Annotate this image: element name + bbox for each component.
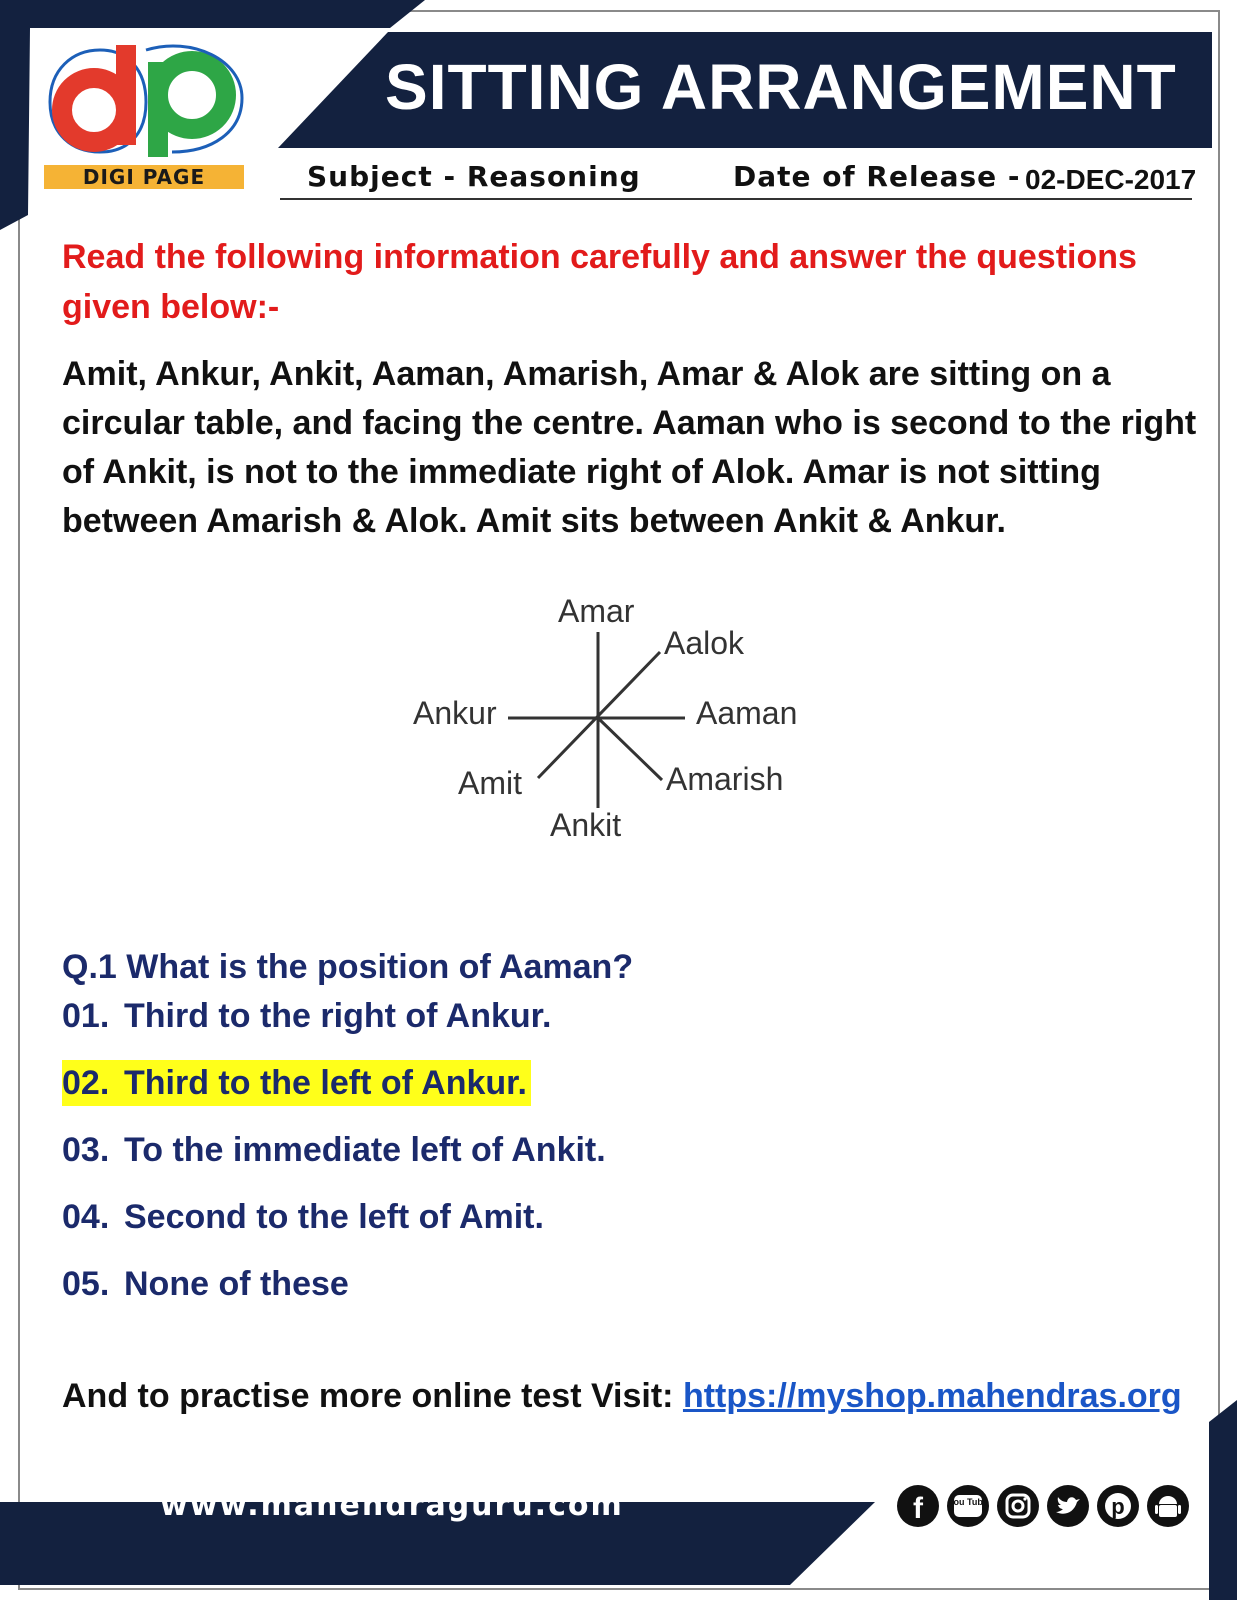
pinterest-icon[interactable] (1096, 1484, 1140, 1528)
option-number: 01. (62, 997, 110, 1035)
option-text: Third to the left of Ankur. (124, 1064, 527, 1102)
svg-text:f: f (913, 1492, 923, 1525)
twitter-icon[interactable] (1046, 1484, 1090, 1528)
diagram-label-bottom-left: Amit (458, 765, 522, 801)
option-text: To the immediate left of Ankit. (124, 1131, 606, 1169)
option-3[interactable] (62, 1127, 610, 1173)
seating-diagram (400, 590, 820, 860)
question-text: Q.1 What is the position of Aaman? (62, 948, 634, 986)
youtube-label: You Tube (948, 1497, 988, 1507)
date-value: 02-DEC-2017 (1025, 164, 1197, 195)
practice-text: And to practise more online test Visit: (62, 1377, 674, 1415)
diagram-label-bottom: Ankit (550, 807, 622, 843)
practice-line (62, 1377, 1182, 1416)
passage-text: Amit, Ankur, Ankit, Aaman, Amarish, Amar & Alok are sitting on a circular table, and facing the centre. Aaman who is second to the right of Ankit, is not to the immediate right of Alok. Amar is not sitting between Amarish & Alok. Amit sits between Ankit & Ankur. (62, 355, 1197, 540)
practice-link[interactable]: https://myshop.mahendras.org (682, 1377, 1182, 1415)
digi-page-logo (42, 40, 247, 165)
diagram-label-bottom-right: Amarish (666, 761, 784, 797)
subject-label: Subject - Reasoning (307, 160, 641, 193)
instruction-text: Read the following information carefully and answer the questions given below:- (62, 238, 1137, 326)
youtube-icon[interactable] (946, 1484, 990, 1528)
option-number: 02. (62, 1064, 110, 1102)
option-5[interactable] (62, 1261, 353, 1307)
diagram-line-diagonal-2 (598, 718, 662, 780)
diagram-label-left: Ankur (413, 695, 497, 731)
instagram-icon[interactable] (996, 1484, 1040, 1528)
option-number: 04. (62, 1198, 110, 1236)
footer-website[interactable]: www.mahendraguru.com (160, 1488, 624, 1523)
date-label: Date of Release - (733, 160, 1021, 193)
option-text: None of these (124, 1265, 349, 1303)
option-text: Third to the right of Ankur. (124, 997, 552, 1035)
svg-text:p: p (1111, 1494, 1125, 1519)
facebook-icon[interactable] (896, 1484, 940, 1528)
logo-badge: DIGI PAGE (44, 165, 244, 189)
diagram-label-top: Amar (558, 593, 635, 629)
page-title: SITTING ARRANGEMENT (385, 51, 1177, 123)
option-1[interactable] (62, 993, 555, 1039)
option-text: Second to the left of Amit. (124, 1198, 544, 1236)
header-divider (280, 198, 1192, 200)
diagram-label-top-right: Aalok (664, 625, 745, 661)
option-number: 03. (62, 1131, 110, 1169)
option-4[interactable] (62, 1194, 548, 1240)
diagram-label-right: Aaman (696, 695, 798, 731)
android-icon[interactable] (1146, 1484, 1190, 1528)
option-2[interactable] (62, 1060, 531, 1106)
option-number: 05. (62, 1265, 110, 1303)
